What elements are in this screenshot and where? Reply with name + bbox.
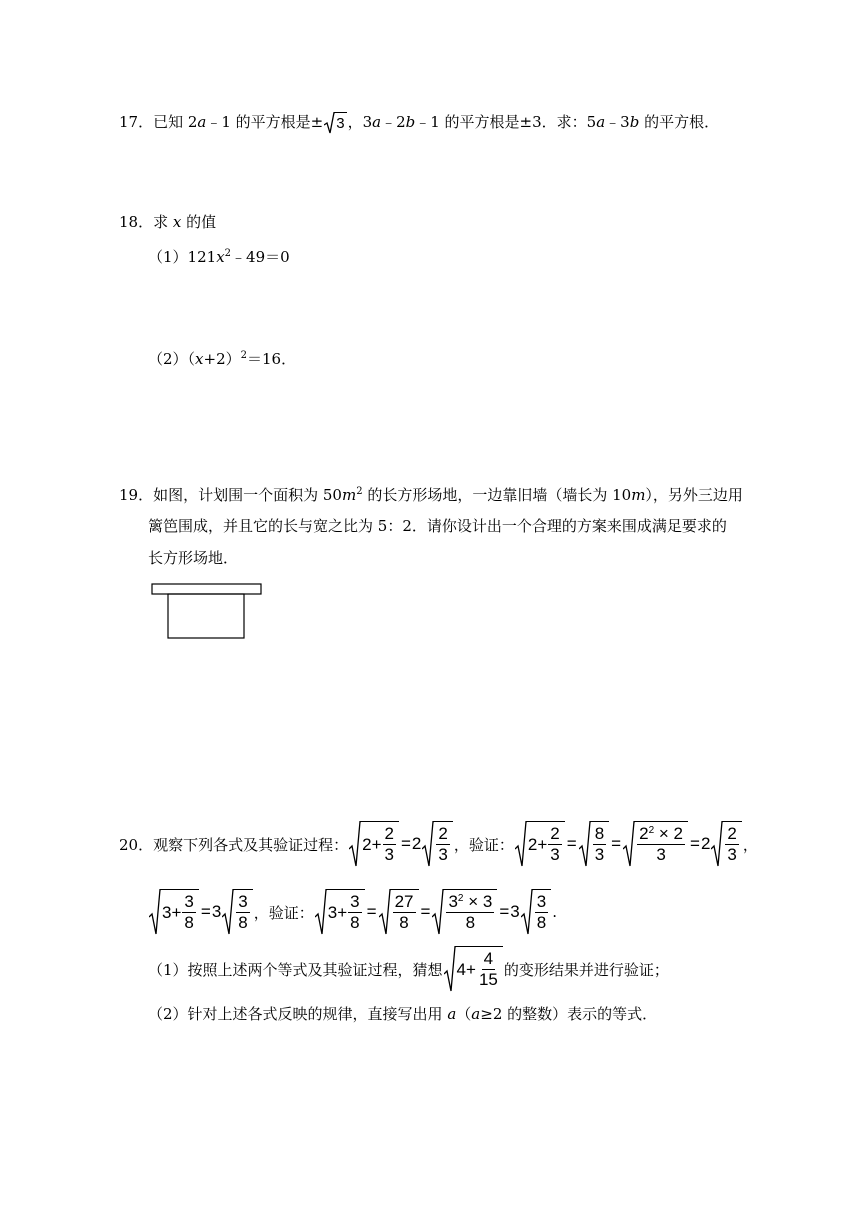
sqrt-expr: 3 + $\frac{3}{8}$ <box>149 889 199 935</box>
sqrt-frac: $\frac{3^2 \times 3}{8}$ <box>432 889 497 935</box>
question-20-part-2: （2）针对上述各式反映的规律，直接写出用 a（a≥2 的整数）表示的等式． <box>148 1005 658 1023</box>
sqrt-frac: $\frac{3}{8}$ <box>521 889 551 935</box>
question-18-part-2: $(2)(x+2)^2=16$． <box>148 350 297 368</box>
sqrt-frac: $\frac{8}{3}$ <box>579 821 609 867</box>
question-18-part-1: $(1)121x^2﹣49=0$ <box>148 248 290 266</box>
question-17: 17．已知 2a﹣1 的平方根是± 3 ，3a﹣2b﹣1 的平方根是±3．求：5a﹣3b 的平方根． <box>119 112 719 134</box>
sqrt-frac: $\frac{2^2 \times 2}{3}$ <box>623 821 688 867</box>
rectangular-field <box>168 594 244 638</box>
question-19-line-2: 篱笆围成，并且它的长与宽之比为 5：2．请你设计出一个合理的方案来围成满足要求的 <box>148 517 727 535</box>
sqrt-3: 3 <box>324 112 346 134</box>
question-20-part-1: （1）按照上述两个等式及其验证过程，猜想 4 + $\frac{4}{15}$ 的变形结果并进行验证； <box>148 946 669 992</box>
question-18-title: 18．求 x 的值 <box>119 213 217 231</box>
question-19-line-1: 19．如图，计划围一个面积为 $50m^2$ 的长方形场地，一边靠旧墙（墙长为 10m），另外三边用 <box>119 486 743 504</box>
wall-rectangle-diagram <box>150 583 264 641</box>
sqrt-frac: $\frac{3}{8}$ <box>222 889 252 935</box>
question-20-row-2: 3 + $\frac{3}{8}$ = 3 $\frac{3}{8}$ ，验证： 3 + $\frac{3}{8}$ = $\frac{27}{8}$ = $\frac{3^2 \times 3}{8}$ = 3 $\frac{3}{8}$ . <box>148 889 557 935</box>
sqrt-expr: 2 + $\frac{2}{3}$ <box>349 821 399 867</box>
sqrt-frac: $\frac{2}{3}$ <box>422 821 452 867</box>
sqrt-frac: $\frac{2}{3}$ <box>711 821 741 867</box>
sqrt-expr: 2 + $\frac{2}{3}$ <box>515 821 565 867</box>
old-wall <box>152 584 261 594</box>
sqrt-expr: 4 + $\frac{4}{15}$ <box>444 946 503 992</box>
sqrt-expr: 3 + $\frac{3}{8}$ <box>315 889 365 935</box>
question-19-line-3: 长方形场地． <box>148 549 239 567</box>
question-20-row-1: 20． 观察下列各式及其验证过程： 2 + $\frac{2}{3}$ = 2 $\frac{2}{3}$ ，验证： 2 + $\frac{2}{3}$ = $\frac{8}{3}$ = $\frac{2^2 \times 2}{3}$ = 2 $\frac{2}{3}$ ， <box>119 821 758 867</box>
sqrt-frac: $\frac{27}{8}$ <box>379 889 419 935</box>
